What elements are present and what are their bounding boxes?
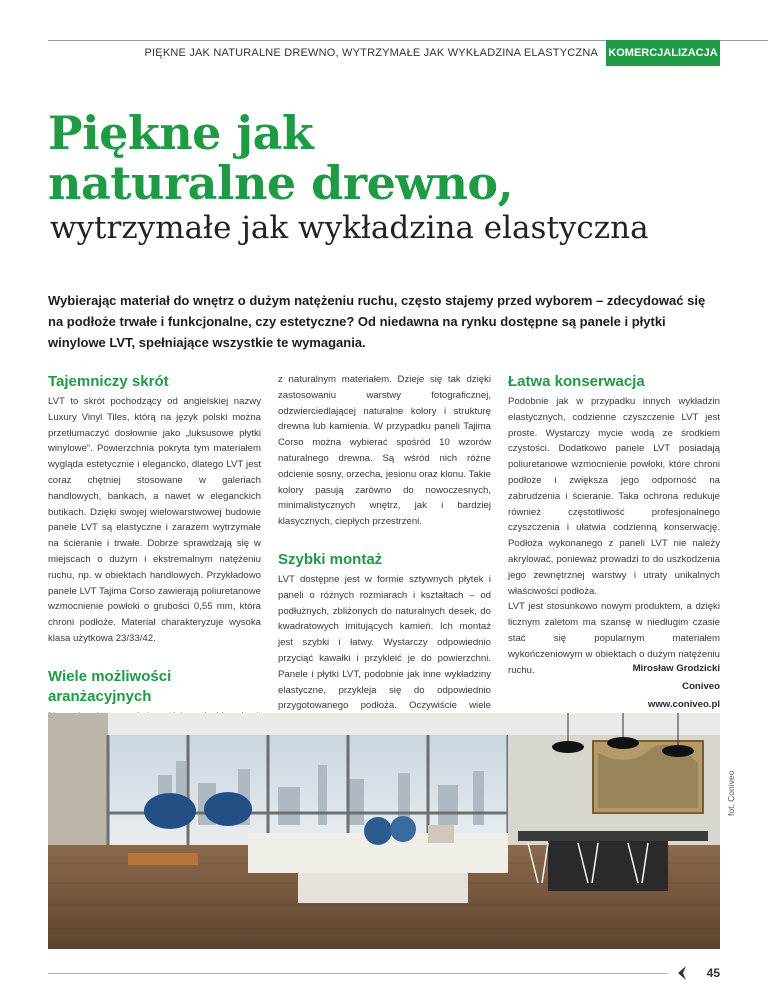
running-title: PIĘKNE JAK NATURALNE DREWNO, WYTRZYMAŁE JAK WYKŁADZINA ELASTYCZNA <box>144 47 598 59</box>
author-name: Mirosław Grodzicki <box>632 663 720 674</box>
section-heading: Łatwa konserwacja <box>508 373 645 390</box>
section-heading: Wiele możliwości aranżacyjnych <box>48 667 172 705</box>
title-line-2: naturalne drewno, <box>48 156 514 210</box>
chevron-left-icon <box>674 965 690 981</box>
section-label: KOMERCJALIZACJA <box>606 40 720 66</box>
section-text: Podobnie jak w przypadku innych wykładzin elastycznych, codzienne czyszczenie LVT jest proste. Wystarczy mycie wodą ze środkiem czystości. Dodatkowo panele LVT posiadają poliuretanowe wzmocnienie powłoki, które chroni podłoże i zwiększa jego odporność na zabrudzenia i ścieranie. Taka ochrona redukuje również częstotliwość profesjonalnego czyszczenia i ułatwia codzienną konserwację. Podłoża wykonanego z paneli LVT nie należy akrylować, ponieważ prowadzi to do uszkodzenia jego zewnętrznej warstwy i utraty unikalnych właściwości podłoża. <box>508 396 720 597</box>
section-text: LVT dostępne jest w formie sztywnych płytek i paneli o różnych rozmiarach i kształtach – od podłużnych, zbliżonych do naturalnych desek, do kwadratowych imitujących kamień. Ich montaż jest szybki i łatwy. Wystarczy odpowiednio przyciąć kawałki i przykleić je do powierzchni. Panele i płytki LVT, podobnie jak inne wykładziny elastyczne, przykleja się do odpowiednio przygotowanego podłoża. Oczywiście wiele <box>278 573 491 712</box>
section-heading: Szybki montaż <box>278 550 383 568</box>
interior-illustration <box>48 713 720 949</box>
article-subtitle: wytrzymałe jak wykładzina elastyczna <box>50 210 649 246</box>
column-2 <box>278 372 491 746</box>
page-number: 45 <box>706 966 720 980</box>
author-website: www.coniveo.pl <box>647 699 720 710</box>
page-header <box>48 40 768 72</box>
lead-paragraph: Wybierając materiał do wnętrz o dużym natężeniu ruchu, często stajemy przed wyborem – zdecydować się na podłoże trwałe i funkcjonalne, czy estetyczne? Od niedawna na rynku dostępne są panele i płytki winylowe LVT, spełniające wszystkie te wymagania. <box>48 293 706 350</box>
column-3 <box>508 372 720 678</box>
photo-credit-text: fot. Coniveo <box>726 770 736 816</box>
column-1 <box>48 372 261 756</box>
title-line-1: Piękne jak <box>48 106 314 160</box>
section-text: LVT to skrót pochodzący od angielskiej nazwy Luxury Vinyl Tiles, którą na język polski można przetłumaczyć dosłownie jako „luksusowe płytki winylowe”. Powierzchnia pokryta tym materiałem wygląda estetycznie i elegancko, dlatego LVT jest coraz chętniej stosowane w galeriach handlowych, bankach, a nawet w eleganckich butikach. Dzięki swojej wielowarstwowej budowie panele LVT są elastyczne i zarazem wytrzymałe na ścieranie i trwałe. Dobrze sprawdzają się w miejscach o dużym i ekstremalnym natężeniu ruchu, np. w obiektach handlowych. Przykładowo panele LVT Tajima Corso zawierają poliuretanowe wzmocnienie powłoki o grubości 0,55 mm, która chroni podłoże. Materiał charakteryzuje wysoka klasa użytkowa 23/33/42. <box>48 396 261 644</box>
article-title <box>48 108 728 246</box>
section-heading: Tajemniczy skrót <box>48 373 169 390</box>
author-company: Coniveo <box>682 681 720 692</box>
page-footer <box>48 964 720 984</box>
section-text: LVT jest stosunkowo nowym produktem, a dzięki licznym zaletom ma szansę w niedługim czasie stać się popularnym materiałem wykończeniowym w obiektach o dużym natężeniu ruchu. <box>508 601 720 676</box>
photo-credit <box>722 760 742 820</box>
section-text: z naturalnym materiałem. Dzieje się tak dzięki zastosowaniu warstwy fotograficznej, odzwierciedlającej naturalne kolory i strukturę drewna lub kamienia. W przypadku paneli Tajima Corso można wybierać spośród 10 wzorów naturalnego drewna. Są wśród nich różne odcienie sosny, orzecha, jesionu oraz klonu. Takie kolory pasują zarówno do nowoczesnych, minimalistycznych wnętrz, jak i bardziej klasycznych, ciepłych przestrzeni. <box>278 374 491 528</box>
interior-photo <box>48 713 720 949</box>
footer-rule <box>48 973 668 974</box>
author-block <box>633 660 720 714</box>
